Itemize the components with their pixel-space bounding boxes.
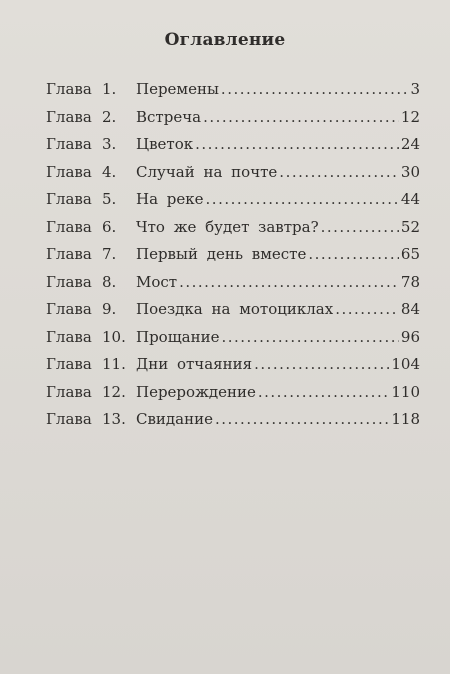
page-number: 44 xyxy=(400,190,420,208)
dot-leader xyxy=(221,324,398,352)
toc-entry-7 xyxy=(42,241,420,269)
chapter-title: Мост xyxy=(136,272,178,291)
chapter-number: 8. xyxy=(102,272,117,291)
chapter-number: 11. xyxy=(102,355,126,373)
chapter-word: Глава xyxy=(46,245,92,263)
chapter-title: Дни отчаяния xyxy=(136,355,253,373)
chapter-title: Первый день вместе xyxy=(136,245,307,263)
chapter-number: 10. xyxy=(102,327,126,346)
chapter-word: Глава xyxy=(46,217,92,236)
toc-entry-12 xyxy=(42,379,420,407)
chapter-word: Глава xyxy=(46,107,92,126)
chapter-number: 4. xyxy=(102,162,117,181)
dot-leader xyxy=(221,76,409,104)
chapter-title: Свидание xyxy=(136,410,213,428)
chapter-word: Глава xyxy=(46,355,92,373)
dot-leader xyxy=(321,214,399,242)
chapter-word: Глава xyxy=(46,190,92,208)
toc-entry-10 xyxy=(42,324,420,352)
chapter-title: Поездка на мотоциклах xyxy=(136,300,334,318)
dot-leader xyxy=(179,269,399,297)
toc-entry-8 xyxy=(42,269,420,297)
toc-entry-4 xyxy=(42,159,420,187)
page-number: 65 xyxy=(400,245,420,263)
chapter-title: Перемены xyxy=(136,80,219,98)
dot-leader xyxy=(279,159,399,187)
toc-entry-9 xyxy=(42,296,420,324)
dot-leader xyxy=(308,241,399,269)
chapter-word: Глава xyxy=(46,80,92,98)
dot-leader xyxy=(258,379,390,407)
page-number: 110 xyxy=(391,382,420,401)
page-number: 104 xyxy=(391,355,420,373)
chapter-number: 9. xyxy=(102,300,117,318)
dot-leader xyxy=(203,104,399,132)
page-title: Оглавление xyxy=(164,30,286,50)
dot-leader xyxy=(206,186,399,214)
chapter-title: Перерождение xyxy=(136,382,256,401)
page-number: 12 xyxy=(400,107,420,126)
page-number: 24 xyxy=(400,135,420,153)
toc-entry-5 xyxy=(42,186,420,214)
page-number: 52 xyxy=(400,217,420,236)
chapter-word: Глава xyxy=(46,300,92,318)
page-number: 96 xyxy=(400,327,420,346)
toc-entry-11 xyxy=(42,351,420,379)
chapter-title: На реке xyxy=(136,190,204,208)
chapter-number: 6. xyxy=(102,217,117,236)
chapter-title: Цветок xyxy=(136,135,194,153)
dot-leader xyxy=(195,131,399,159)
dot-leader xyxy=(254,351,389,379)
chapter-word: Глава xyxy=(46,382,92,401)
chapter-number: 13. xyxy=(102,410,126,428)
toc-entry-2 xyxy=(42,104,420,132)
page-number: 30 xyxy=(400,162,420,181)
toc-entry-3 xyxy=(42,131,420,159)
page-number: 118 xyxy=(391,410,420,428)
toc-entry-6 xyxy=(42,214,420,242)
page-number: 84 xyxy=(400,300,420,318)
page-number: 3 xyxy=(410,80,420,98)
chapter-title: Прощание xyxy=(136,327,220,346)
chapter-number: 7. xyxy=(102,245,117,263)
chapter-word: Глава xyxy=(46,135,92,153)
table-of-contents xyxy=(42,76,420,434)
dot-leader xyxy=(335,296,399,324)
toc-entry-13 xyxy=(42,406,420,434)
chapter-number: 2. xyxy=(102,107,117,126)
chapter-number: 1. xyxy=(102,80,117,98)
page-number: 78 xyxy=(400,272,420,291)
chapter-title: Что же будет завтра? xyxy=(136,217,319,236)
chapter-number: 3. xyxy=(102,135,117,153)
chapter-number: 12. xyxy=(102,382,126,401)
chapter-word: Глава xyxy=(46,162,92,181)
chapter-word: Глава xyxy=(46,272,92,291)
chapter-word: Глава xyxy=(46,327,92,346)
dot-leader xyxy=(215,406,389,434)
chapter-number: 5. xyxy=(102,190,117,208)
chapter-word: Глава xyxy=(46,410,92,428)
chapter-title: Случай на почте xyxy=(136,162,278,181)
chapter-title: Встреча xyxy=(136,107,202,126)
toc-entry-1 xyxy=(42,76,420,104)
